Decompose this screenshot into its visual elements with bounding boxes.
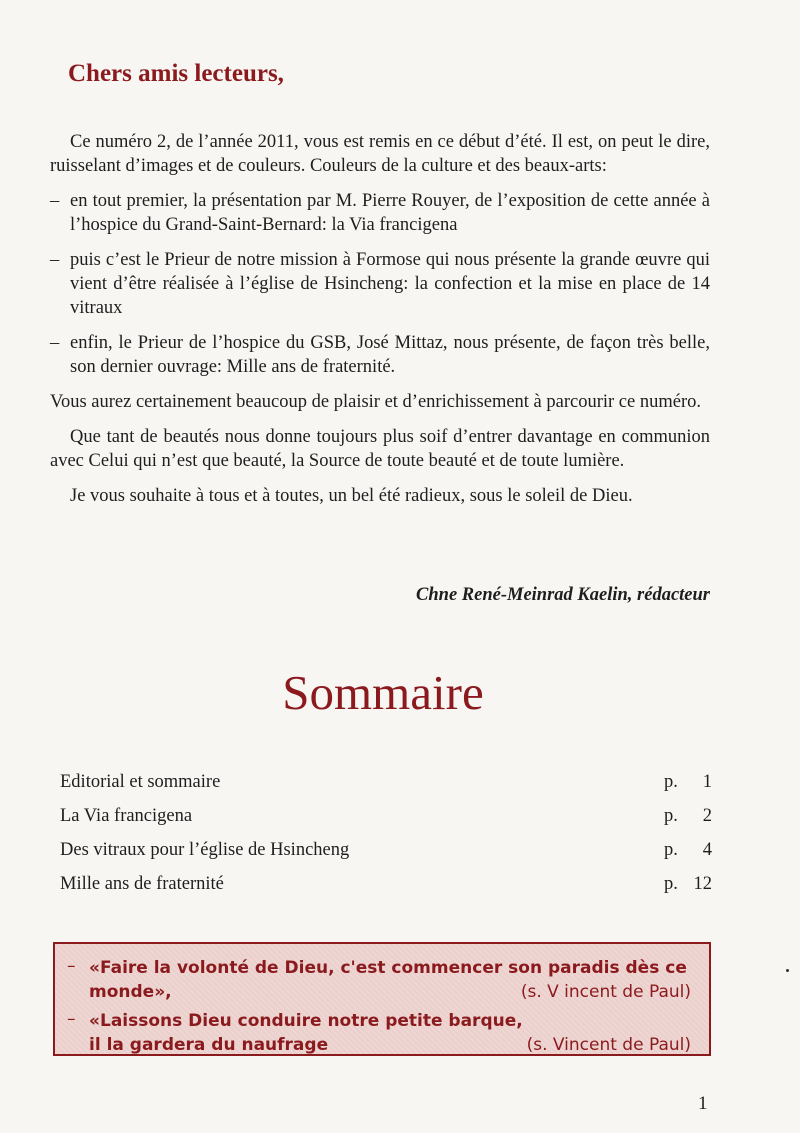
toc-entry-label: La Via francigena — [60, 806, 193, 826]
editorial-greeting: Chers amis lecteurs, — [68, 60, 284, 87]
list-item-text: puis c’est le Prieur de notre mission à Formose qui nous présente la grande œuvre qui vient d’être réalisée à l’église de Hsincheng: la confection et la mise en place de 14 vitraux — [70, 250, 710, 318]
page-prefix: p. — [664, 772, 678, 792]
toc-entry[interactable] — [60, 804, 712, 838]
quote-text-line: «Faire la volonté de Dieu, c'est commencer son paradis dès ce — [89, 958, 687, 978]
dash-bullet: – — [50, 250, 60, 270]
quote-text-line: «Laissons Dieu conduire notre petite barque, — [89, 1011, 523, 1031]
quote — [67, 1009, 691, 1057]
dash-bullet: – — [50, 191, 60, 211]
toc-entry[interactable] — [60, 872, 712, 906]
toc-entry-page — [664, 872, 712, 906]
table-of-contents — [60, 770, 712, 906]
editorial-body — [50, 130, 710, 519]
dash-bullet: – — [67, 1009, 76, 1029]
toc-entry-label: Mille ans de fraternité — [60, 874, 224, 894]
sommaire-title: Sommaire — [282, 665, 484, 720]
page-number-value: 2 — [702, 806, 712, 826]
toc-entry-page — [664, 770, 712, 804]
list-item — [50, 189, 710, 237]
editorial-paragraph: Je vous souhaite à tous et à toutes, un bel été radieux, sous le soleil de Dieu. — [70, 486, 633, 506]
dash-bullet: – — [67, 956, 76, 976]
editorial-intro: Ce numéro 2, de l’année 2011, vous est remis en ce début d’été. Il est, on peut le dire, ruisselant d’images et de couleurs. Couleurs de la culture et des beaux-arts: — [50, 132, 710, 176]
page-number-value: 12 — [693, 874, 712, 894]
quote-line — [89, 980, 691, 1004]
quote-text-line: il la gardera du naufrage — [89, 1035, 329, 1055]
dash-bullet: – — [50, 333, 60, 353]
quote-author: (s. V incent de Paul) — [520, 982, 691, 1002]
quote — [67, 956, 691, 1004]
quote-author: (s. Vincent de Paul) — [526, 1035, 691, 1055]
editorial-signature: Chne René-Meinrad Kaelin, rédacteur — [416, 585, 710, 605]
page-prefix: p. — [664, 806, 678, 826]
toc-entry-page — [664, 804, 712, 838]
editorial-paragraph: Vous aurez certainement beaucoup de plaisir et d’enrichissement à parcourir ce numéro. — [50, 392, 701, 412]
editorial-paragraph: Que tant de beautés nous donne toujours plus soif d’entrer davantage en communion avec Celui qui n’est que beauté, la Source de toute beauté et de toute lumière. — [50, 427, 710, 471]
scan-speck — [786, 969, 789, 972]
toc-entry[interactable] — [60, 770, 712, 804]
page-prefix: p. — [664, 840, 678, 860]
quote-text-line: monde», — [89, 982, 172, 1002]
toc-entry-label: Editorial et sommaire — [60, 772, 221, 792]
quote-box — [53, 942, 711, 1056]
list-item-text: en tout premier, la présentation par M. Pierre Rouyer, de l’exposition de cette année à l’hospice du Grand-Saint-Bernard: la Via francigena — [70, 191, 710, 235]
editorial-list — [50, 189, 710, 379]
page-number-value: 4 — [702, 840, 712, 860]
toc-entry[interactable] — [60, 838, 712, 872]
quote-line — [89, 1033, 691, 1057]
list-item-text: enfin, le Prieur de l’hospice du GSB, José Mittaz, nous présente, de façon très belle, son dernier ouvrage: Mille ans de fraternité. — [70, 333, 710, 377]
list-item — [50, 331, 710, 379]
toc-entry-label: Des vitraux pour l’église de Hsincheng — [60, 840, 350, 860]
toc-entry-page — [664, 838, 712, 872]
list-item — [50, 248, 710, 320]
page-number-value: 1 — [702, 772, 712, 792]
page-number: 1 — [698, 1093, 708, 1114]
page-prefix: p. — [664, 874, 678, 894]
